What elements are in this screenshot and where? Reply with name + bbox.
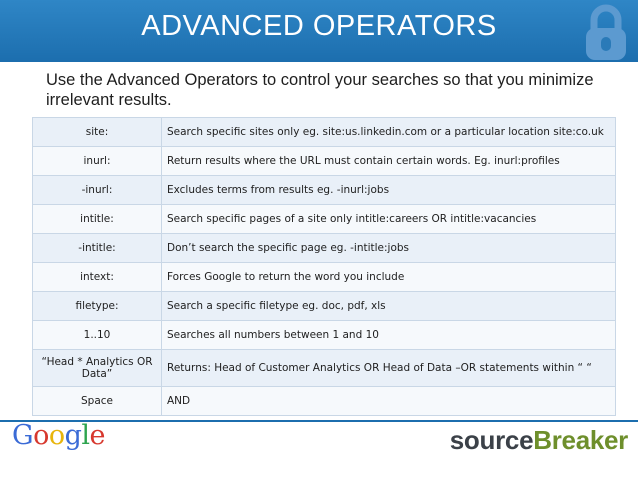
title-bar [0, 0, 638, 62]
operator-name: intext: [33, 263, 162, 292]
operator-description: Search specific pages of a site only intitle:careers OR intitle:vacancies [162, 205, 616, 234]
operator-name: -inurl: [33, 176, 162, 205]
operator-description: Excludes terms from results eg. -inurl:jobs [162, 176, 616, 205]
operator-row [33, 321, 616, 350]
operator-name: site: [33, 118, 162, 147]
google-letter: o [48, 420, 65, 451]
google-letter: G [12, 420, 34, 451]
google-letter: g [64, 420, 82, 451]
operator-row [33, 234, 616, 263]
operator-row [33, 176, 616, 205]
operator-name: 1..10 [33, 321, 162, 350]
operator-row [33, 350, 616, 387]
operator-name: Space [33, 387, 162, 416]
operator-description: Forces Google to return the word you include [162, 263, 616, 292]
operator-description: AND [162, 387, 616, 416]
google-logo [12, 420, 105, 451]
operator-name: inurl: [33, 147, 162, 176]
operator-name: filetype: [33, 292, 162, 321]
operator-description: Returns: Head of Customer Analytics OR Head of Data –OR statements within “ “ [162, 350, 616, 387]
operator-description: Searches all numbers between 1 and 10 [162, 321, 616, 350]
lock-icon [582, 4, 630, 62]
operator-description: Search a specific filetype eg. doc, pdf, xls [162, 292, 616, 321]
operator-row [33, 387, 616, 416]
operator-name: intitle: [33, 205, 162, 234]
sourcebreaker-logo [450, 425, 628, 456]
operator-row [33, 292, 616, 321]
operator-description: Return results where the URL must contain certain words. Eg. inurl:profiles [162, 147, 616, 176]
sourcebreaker-logo-part1: source [449, 425, 534, 455]
operator-row [33, 147, 616, 176]
operator-row [33, 205, 616, 234]
google-letter: o [33, 420, 49, 451]
google-letter: e [89, 420, 106, 451]
intro-text: Use the Advanced Operators to control your searches so that you minimize irrelevant results. [46, 71, 594, 109]
sourcebreaker-logo-part2: Breaker [533, 425, 628, 455]
operator-name: “Head * Analytics OR Data” [33, 350, 162, 387]
operator-description: Search specific sites only eg. site:us.linkedin.com or a particular location site:co.uk [162, 118, 616, 147]
operators-table [32, 117, 616, 416]
operator-name: -intitle: [33, 234, 162, 263]
operator-row [33, 263, 616, 292]
operator-description: Don’t search the specific page eg. -intitle:jobs [162, 234, 616, 263]
page-title: ADVANCED OPERATORS [141, 10, 497, 42]
google-letter: l [81, 420, 90, 451]
operator-row [33, 118, 616, 147]
